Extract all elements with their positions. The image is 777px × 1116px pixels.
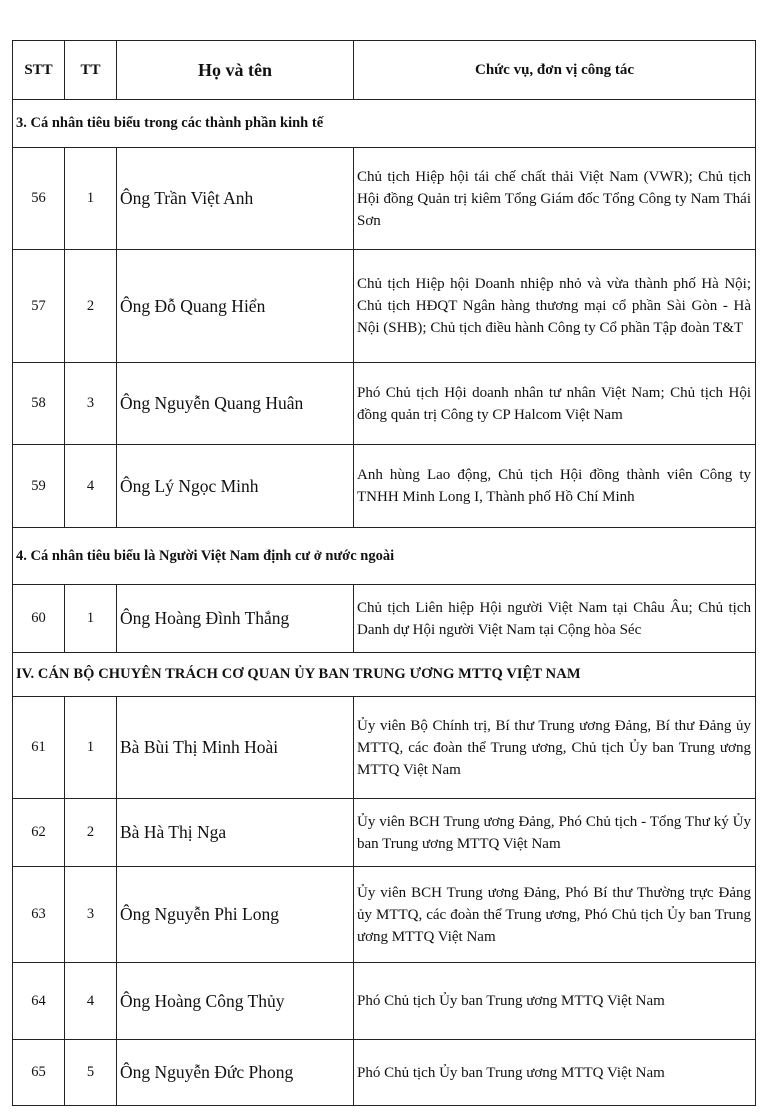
row-name: Ông Nguyễn Quang Huân <box>117 363 354 445</box>
row-name: Ông Nguyễn Phi Long <box>117 867 354 963</box>
row-name: Ông Lý Ngọc Minh <box>117 445 354 528</box>
row-tt: 5 <box>65 1040 117 1106</box>
row-name: Ông Nguyễn Đức Phong <box>117 1040 354 1106</box>
row-name: Bà Bùi Thị Minh Hoài <box>117 697 354 799</box>
row-tt: 3 <box>65 363 117 445</box>
row-stt: 59 <box>13 445 65 528</box>
row-tt: 4 <box>65 963 117 1040</box>
row-name: Ông Hoàng Công Thủy <box>117 963 354 1040</box>
row-position: Ủy viên BCH Trung ương Đảng, Phó Bí thư Thường trực Đảng ủy MTTQ, các đoàn thể Trung ương, Phó Chủ tịch Ủy ban Trung ương MTTQ Việt Nam <box>354 867 756 963</box>
row-position: Anh hùng Lao động, Chủ tịch Hội đồng thành viên Công ty TNHH Minh Long I, Thành phố Hồ Chí Minh <box>354 445 756 528</box>
header-position: Chức vụ, đơn vị công tác <box>354 41 756 100</box>
row-tt: 4 <box>65 445 117 528</box>
row-position: Phó Chủ tịch Ủy ban Trung ương MTTQ Việt Nam <box>354 1040 756 1106</box>
document-page <box>12 40 755 1106</box>
member-table <box>12 40 756 1106</box>
row-tt: 2 <box>65 799 117 867</box>
row-position: Ủy viên BCH Trung ương Đảng, Phó Chủ tịch - Tổng Thư ký Ủy ban Trung ương MTTQ Việt Nam <box>354 799 756 867</box>
section-title: 4. Cá nhân tiêu biểu là Người Việt Nam định cư ở nước ngoài <box>13 528 756 585</box>
row-position: Chủ tịch Liên hiệp Hội người Việt Nam tại Châu Âu; Chủ tịch Danh dự Hội người Việt Nam tại Cộng hòa Séc <box>354 585 756 653</box>
table-header-row <box>13 41 756 100</box>
header-tt: TT <box>65 41 117 100</box>
row-stt: 60 <box>13 585 65 653</box>
section-row <box>13 528 756 585</box>
table-row <box>13 963 756 1040</box>
row-stt: 64 <box>13 963 65 1040</box>
row-tt: 1 <box>65 148 117 250</box>
row-stt: 57 <box>13 250 65 363</box>
row-name: Ông Hoàng Đình Thắng <box>117 585 354 653</box>
row-position: Chủ tịch Hiệp hội Doanh nhiệp nhỏ và vừa thành phố Hà Nội; Chủ tịch HĐQT Ngân hàng thương mại cổ phần Sài Gòn - Hà Nội (SHB); Chủ tịch điều hành Công ty Cổ phần Tập đoàn T&T <box>354 250 756 363</box>
row-tt: 2 <box>65 250 117 363</box>
table-row <box>13 148 756 250</box>
section-row <box>13 653 756 697</box>
table-row <box>13 445 756 528</box>
table-row <box>13 867 756 963</box>
row-position: Chủ tịch Hiệp hội tái chế chất thải Việt Nam (VWR); Chủ tịch Hội đồng Quản trị kiêm Tổng Giám đốc Tổng Công ty Nam Thái Sơn <box>354 148 756 250</box>
header-stt: STT <box>13 41 65 100</box>
row-tt: 1 <box>65 585 117 653</box>
row-position: Phó Chủ tịch Hội doanh nhân tư nhân Việt Nam; Chủ tịch Hội đồng quản trị Công ty CP Halcom Việt Nam <box>354 363 756 445</box>
row-position: Phó Chủ tịch Ủy ban Trung ương MTTQ Việt Nam <box>354 963 756 1040</box>
header-name: Họ và tên <box>117 41 354 100</box>
row-stt: 56 <box>13 148 65 250</box>
row-stt: 61 <box>13 697 65 799</box>
row-position: Ủy viên Bộ Chính trị, Bí thư Trung ương Đảng, Bí thư Đảng ủy MTTQ, các đoàn thể Trung ương, Chủ tịch Ủy ban Trung ương MTTQ Việt Nam <box>354 697 756 799</box>
section-row <box>13 100 756 148</box>
table-row <box>13 250 756 363</box>
table-row <box>13 1040 756 1106</box>
table-row <box>13 363 756 445</box>
section-title: IV. CÁN BỘ CHUYÊN TRÁCH CƠ QUAN ỦY BAN TRUNG ƯƠNG MTTQ VIỆT NAM <box>13 653 756 697</box>
row-stt: 58 <box>13 363 65 445</box>
row-stt: 63 <box>13 867 65 963</box>
row-stt: 65 <box>13 1040 65 1106</box>
row-name: Bà Hà Thị Nga <box>117 799 354 867</box>
section-title: 3. Cá nhân tiêu biểu trong các thành phần kinh tế <box>13 100 756 148</box>
row-stt: 62 <box>13 799 65 867</box>
table-row <box>13 585 756 653</box>
row-tt: 1 <box>65 697 117 799</box>
row-name: Ông Đỗ Quang Hiển <box>117 250 354 363</box>
table-row <box>13 697 756 799</box>
row-tt: 3 <box>65 867 117 963</box>
table-row <box>13 799 756 867</box>
row-name: Ông Trần Việt Anh <box>117 148 354 250</box>
